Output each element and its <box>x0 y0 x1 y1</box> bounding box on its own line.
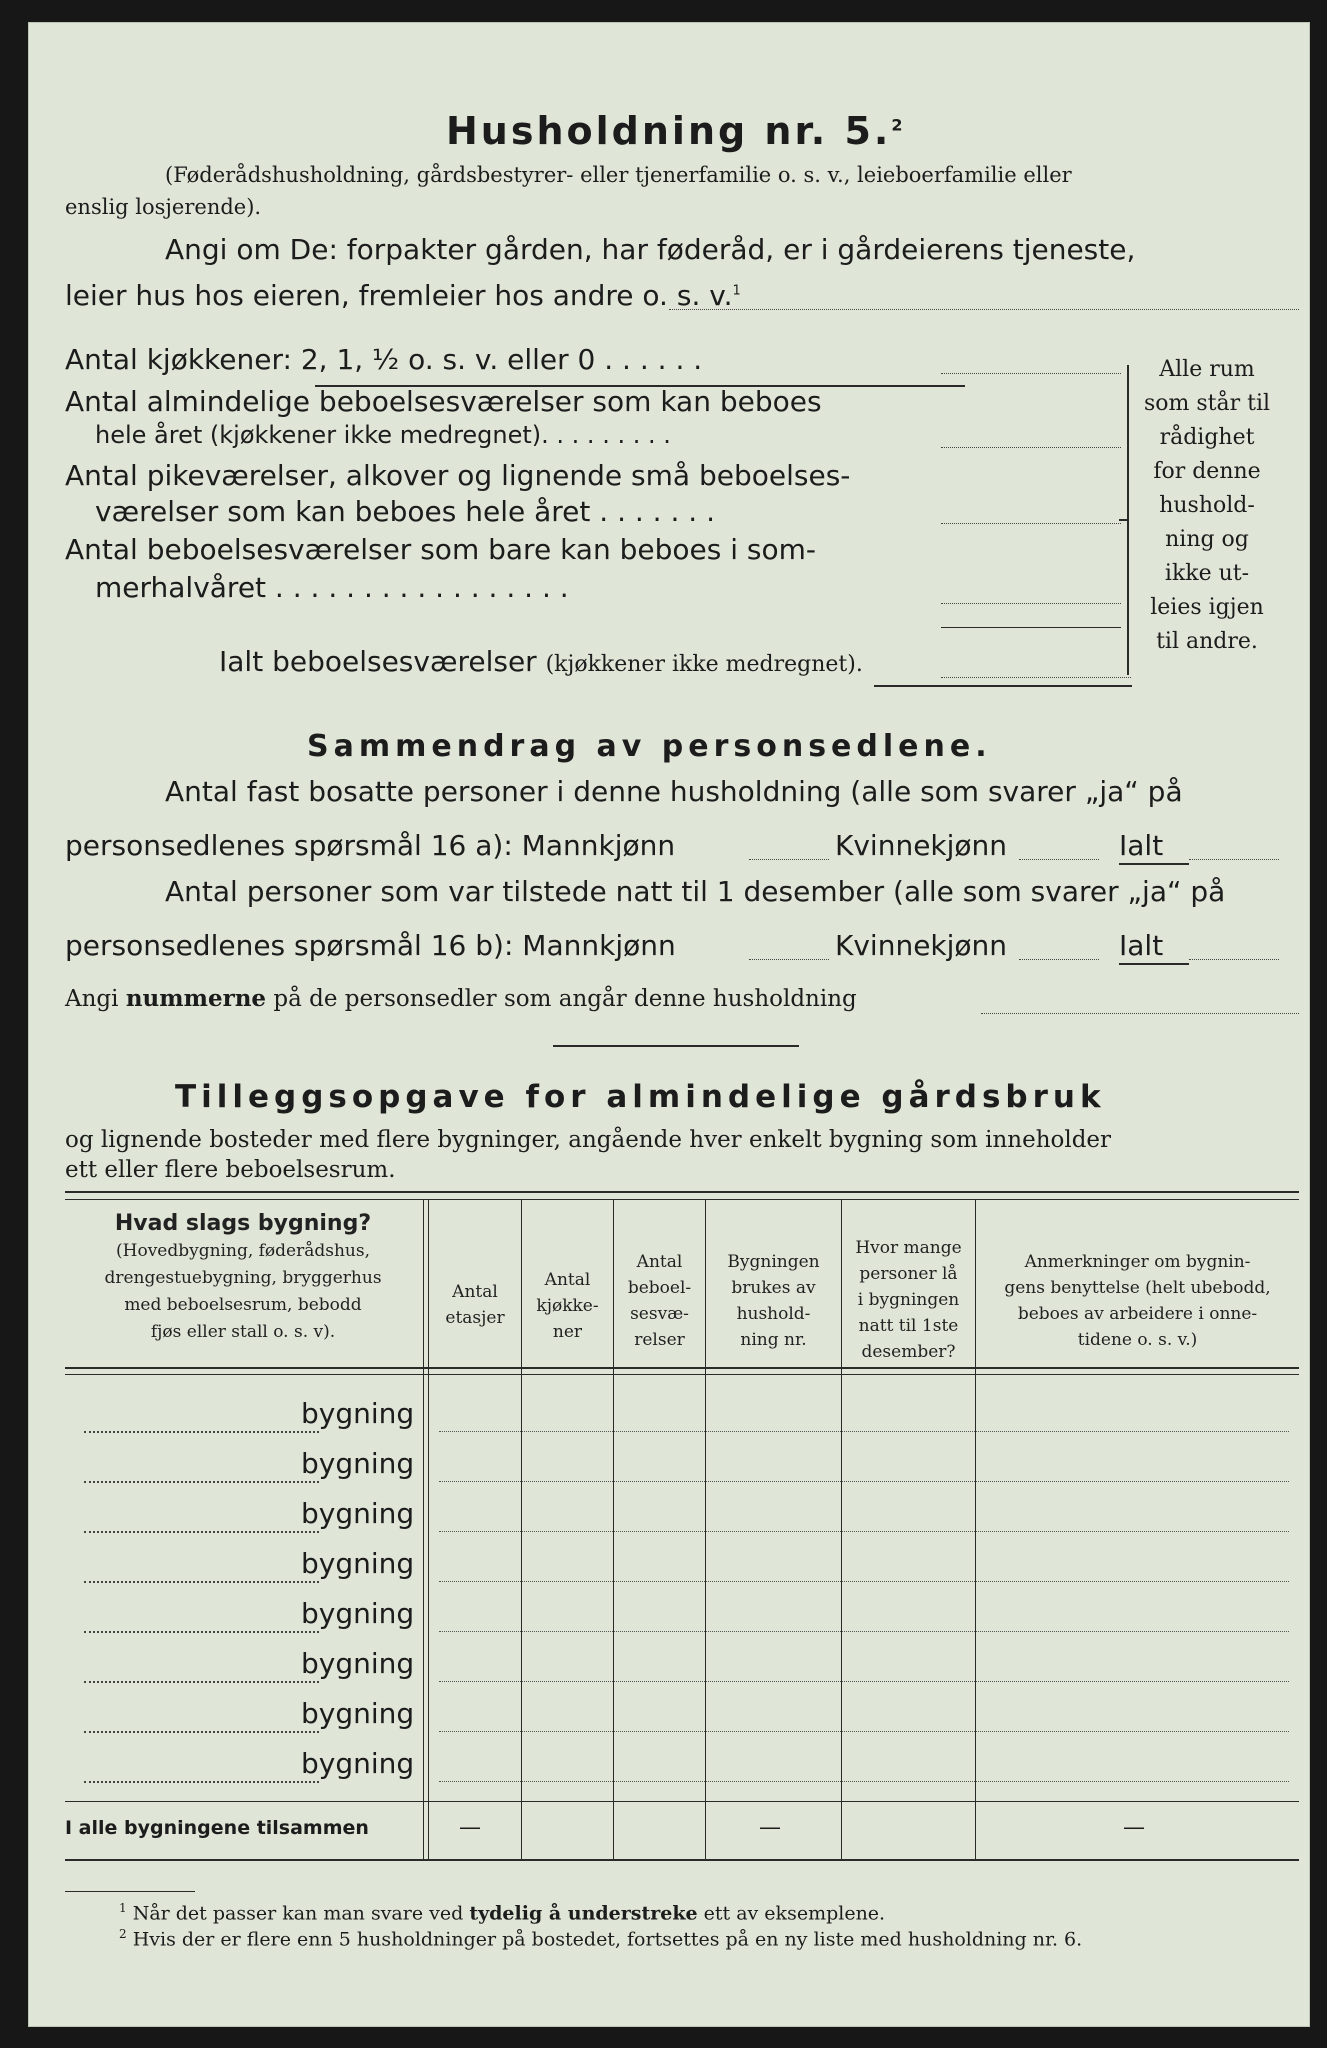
building-type-field[interactable] <box>84 1531 319 1533</box>
angi-numbers-bold: nummerne <box>125 985 267 1012</box>
p1-total-field[interactable] <box>1189 859 1279 860</box>
footnote-1-number: 1 <box>119 1901 127 1915</box>
rooms-year-field[interactable] <box>941 447 1121 448</box>
rooms-line-7: merhalvåret . . . . . . . . . . . . . . . . . <box>95 571 569 604</box>
kitchens-field[interactable] <box>941 373 1121 374</box>
p2-female-label: Kvinnekjønn <box>835 929 1008 962</box>
building-row-label: bygning <box>301 1547 415 1580</box>
census-form-page <box>28 22 1310 2027</box>
rooms-line-6: Antal beboelsesværelser som bare kan beboes i som- <box>65 533 816 566</box>
rooms-line-3: hele året (kjøkkener ikke medregnet). . . . . . . . . <box>95 421 671 449</box>
table-bottom-rule <box>65 1859 1299 1861</box>
summary-p1-line-2: personsedlenes spørsmål 16 a): Mannkjønn <box>65 829 676 862</box>
col-building-desc: drengestuebygning, bryggerhus <box>104 1268 382 1288</box>
p1-male-field[interactable] <box>749 859 829 860</box>
building-row-label: bygning <box>301 1747 415 1780</box>
col-building-title: Hvad slags bygning? <box>114 1211 372 1236</box>
p1-total-underline <box>1119 863 1189 865</box>
subtitle-line-1: (Føderådshusholdning, gårdsbestyrer- eller tjenerfamilie o. s. v., leieboerfamilie eller <box>165 163 1072 187</box>
rooms-sum-rule <box>941 627 1121 628</box>
footnote-rule <box>65 1891 195 1892</box>
angi-numbers-field[interactable] <box>981 1013 1299 1014</box>
table-total-rule <box>65 1801 1299 1802</box>
side-note <box>1137 353 1277 659</box>
rooms-total-underline <box>874 685 1132 687</box>
angi-numbers-line: Angi nummerne på de personsedler som angår denne husholdning <box>65 985 857 1012</box>
table-top-rule-2 <box>65 1199 1299 1200</box>
side-note-line: Alle rum <box>1159 357 1255 382</box>
building-row-label: bygning <box>301 1497 415 1530</box>
row-cells-line[interactable] <box>439 1631 1289 1632</box>
col-rooms-header: Antal beboel- sesvæ- relser <box>627 1252 692 1350</box>
rooms-total-note: (kjøkkener ikke medregnet). <box>545 652 863 677</box>
building-row-label: bygning <box>301 1647 415 1680</box>
building-type-field[interactable] <box>84 1431 319 1433</box>
building-row-label: bygning <box>301 1697 415 1730</box>
subtitle-line-2: enslig losjerende). <box>65 195 262 219</box>
row-cells-line[interactable] <box>439 1581 1289 1582</box>
row-cells-line[interactable] <box>439 1781 1289 1782</box>
p2-male-field[interactable] <box>749 959 829 960</box>
building-row-label: bygning <box>301 1447 415 1480</box>
summer-rooms-field[interactable] <box>941 603 1121 604</box>
footnote-2-number: 2 <box>119 1927 127 1941</box>
col-building-desc: fjøs eller stall o. s. v). <box>150 1322 336 1342</box>
total-household-dash: — <box>759 1815 781 1840</box>
total-remarks-dash: — <box>1123 1815 1145 1840</box>
row-cells-line[interactable] <box>439 1681 1289 1682</box>
table-header-rule <box>65 1367 1299 1369</box>
row-cells-line[interactable] <box>439 1731 1289 1732</box>
summary-heading: Sammendrag av personsedlene. <box>307 729 992 764</box>
p2-total-field[interactable] <box>1189 959 1279 960</box>
col-building-header <box>65 1211 421 1346</box>
col-building-desc: med beboelsesrum, bebodd <box>124 1295 362 1315</box>
building-type-field[interactable] <box>84 1731 319 1733</box>
row-cells-line[interactable] <box>439 1481 1289 1482</box>
supplement-text-1: og lignende bosteder med flere bygninger, angående hver enkelt bygning som inneholder <box>65 1127 1112 1153</box>
rooms-total-label: Ialt beboelsesværelser (kjøkkener ikke medregnet). <box>219 645 863 678</box>
side-note-line: for denne <box>1153 459 1261 484</box>
row-cells-line[interactable] <box>439 1431 1289 1432</box>
angi-line-2: leier hus hos eieren, fremleier hos andre o. s. v.$^1$ <box>65 279 741 312</box>
section-divider <box>553 1045 799 1047</box>
p2-total-label: Ialt <box>1119 929 1164 962</box>
p1-female-field[interactable] <box>1019 859 1099 860</box>
small-rooms-field[interactable] <box>941 523 1121 524</box>
footnote-1-bold: tydelig å understreke <box>469 1902 698 1925</box>
angi-line-1: Angi om De: forpakter gården, har føderåd, er i gårdeierens tjeneste, <box>165 233 1136 266</box>
row-cells-line[interactable] <box>439 1531 1289 1532</box>
p2-total-underline <box>1119 963 1189 965</box>
total-floors-dash: — <box>459 1815 481 1840</box>
rooms-line-2: Antal almindelige beboelsesværelser som kan beboes <box>65 385 822 418</box>
side-note-line: ning og <box>1165 527 1249 552</box>
building-type-field[interactable] <box>84 1631 319 1633</box>
building-row-label: bygning <box>301 1397 415 1430</box>
supplement-heading: Tilleggsopgave for almindelige gårdsbruk <box>175 1079 1106 1115</box>
col-persons-header: Hvor mange personer lå i bygningen natt til 1ste desember? <box>855 1238 962 1362</box>
total-row-label: I alle bygningene tilsammen <box>65 1817 369 1839</box>
p1-total-label: Ialt <box>1119 829 1164 862</box>
col-building-desc: (Hovedbygning, føderådshus, <box>116 1241 370 1261</box>
rooms-line-4: Antal pikeværelser, alkover og lignende små beboelses- <box>65 459 851 492</box>
side-note-line: som står til <box>1143 391 1271 416</box>
building-type-field[interactable] <box>84 1781 319 1783</box>
angi-footnote-mark: 1 <box>732 283 741 299</box>
col-divider-1a <box>423 1199 424 1859</box>
side-note-line: leies igjen <box>1150 595 1264 620</box>
side-brace-tip <box>1119 519 1129 521</box>
col-kitchens-header: Antal kjøkke- ner <box>536 1270 599 1342</box>
footnote-2: $^2$ Hvis der er flere enn 5 husholdninger på bostedet, fortsettes på en ny liste med husholdning nr. 6. <box>119 1927 1083 1951</box>
table-header-rule-2 <box>65 1374 1299 1375</box>
summary-p2-line-1: Antal personer som var tilstede natt til 1 desember (alle som svarer „ja“ på <box>165 875 1226 908</box>
building-row-label: bygning <box>301 1597 415 1630</box>
building-type-field[interactable] <box>84 1481 319 1483</box>
kitchens-label: Antal kjøkkener: 2, 1, ½ o. s. v. eller 0 . . . . . . <box>65 343 703 376</box>
side-note-line: til andre. <box>1156 629 1258 654</box>
side-note-line: ikke ut- <box>1164 561 1250 586</box>
angi-answer-line[interactable] <box>669 309 1299 310</box>
table-top-rule <box>65 1191 1299 1193</box>
supplement-text-2: ett eller flere beboelsesrum. <box>65 1157 396 1183</box>
col-floors-header: Antal etasjer <box>445 1282 505 1328</box>
p1-female-label: Kvinnekjønn <box>835 829 1008 862</box>
summary-p2-line-2: personsedlenes spørsmål 16 b): Mannkjønn <box>65 929 676 962</box>
rooms-total-field[interactable] <box>941 677 1131 678</box>
building-type-field[interactable] <box>84 1681 319 1683</box>
side-note-line: hushold- <box>1159 493 1255 518</box>
col-remarks-header: Anmerkninger om bygnin- gens benyttelse (helt ubebodd, beboes av arbeidere i onne- tidene o. s. v.) <box>1004 1252 1271 1350</box>
side-note-line: rådighet <box>1159 425 1255 450</box>
title-footnote-mark: 2 <box>891 115 906 135</box>
footnote-1: $^1$ Når det passer kan man svare ved tydelig å understreke ett av eksemplene. <box>119 1901 886 1925</box>
p2-female-field[interactable] <box>1019 959 1099 960</box>
col-household-header: Bygningen brukes av hushold- ning nr. <box>727 1252 820 1350</box>
building-type-field[interactable] <box>84 1581 319 1583</box>
rooms-line-5: værelser som kan beboes hele året . . . . . . . <box>95 495 715 528</box>
page-title: Husholdning nr. 5.$^2$ <box>446 109 906 153</box>
summary-p1-line-1: Antal fast bosatte personer i denne husholdning (alle som svarer „ja“ på <box>165 775 1183 808</box>
